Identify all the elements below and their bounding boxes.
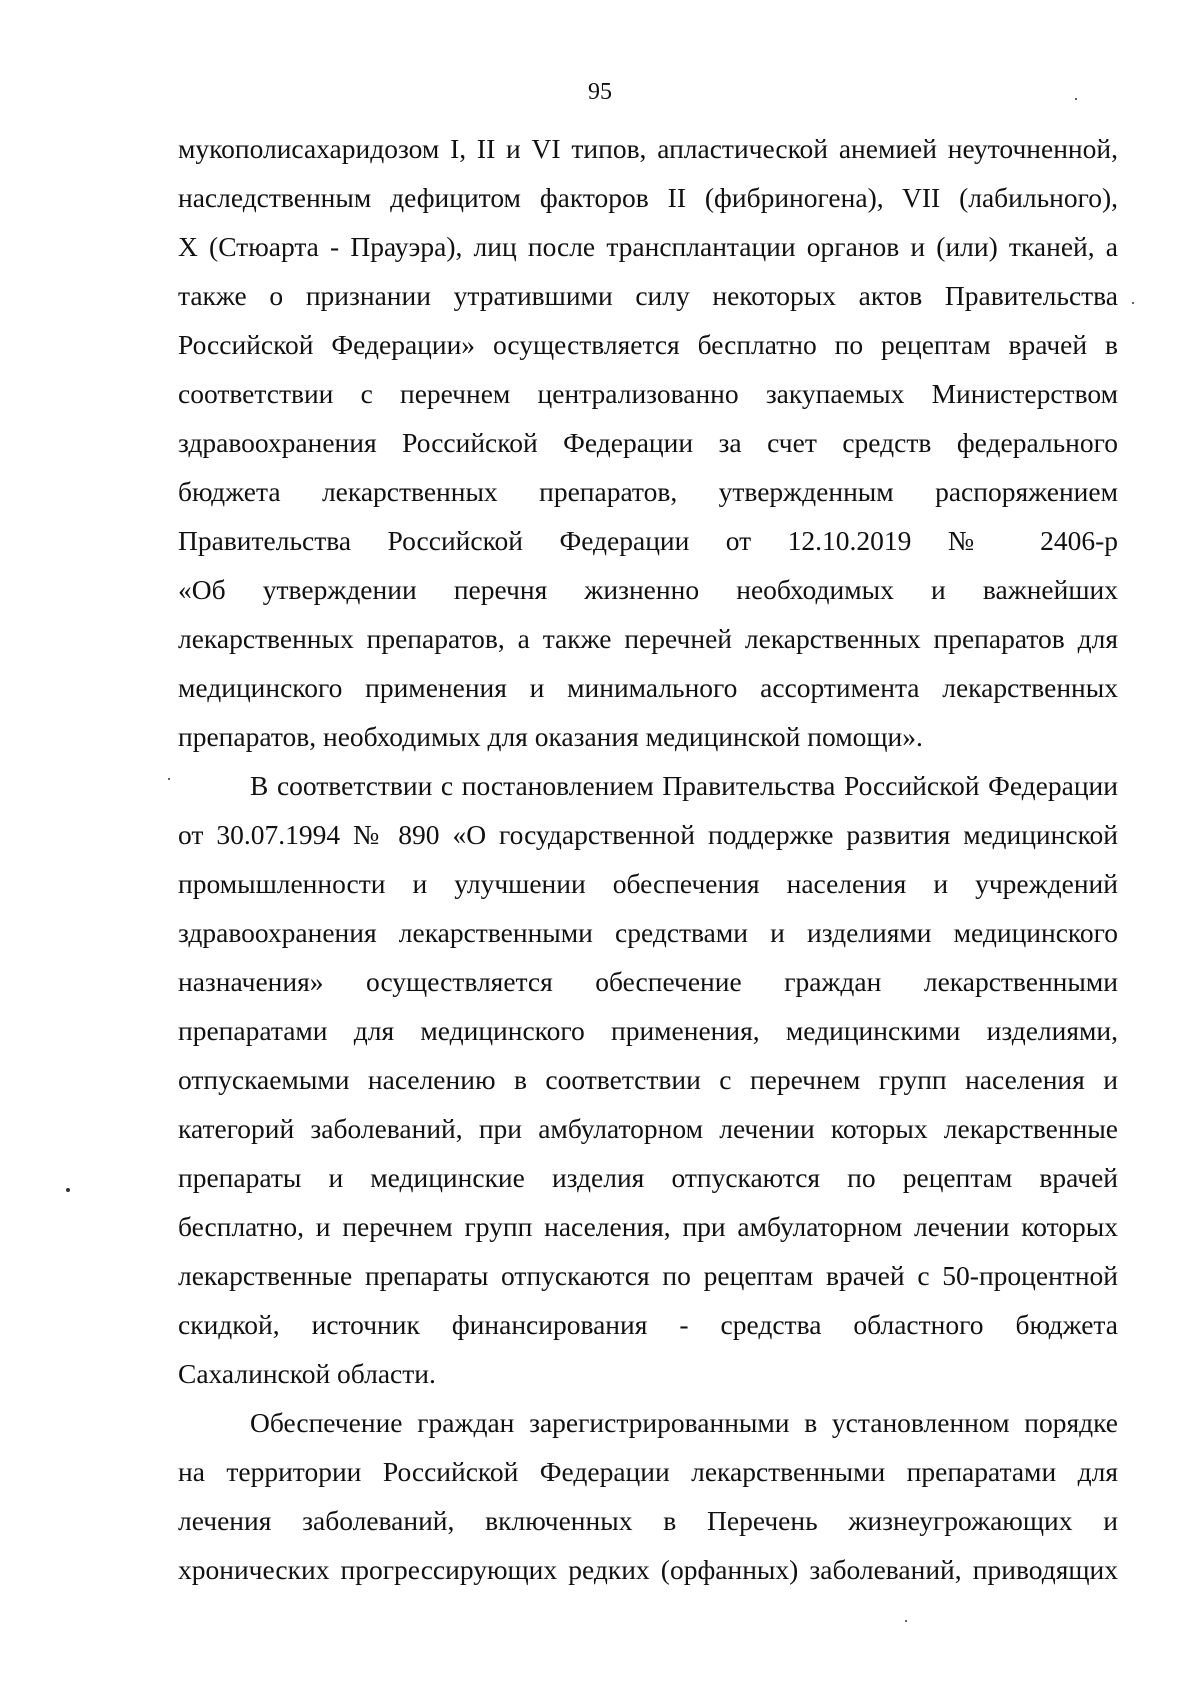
text-line: наследственным дефицитом факторов II (фибриногена), VII (лабильного), bbox=[178, 182, 1118, 213]
text-line: Сахалинской области. bbox=[178, 1358, 436, 1389]
scan-speck bbox=[905, 1620, 907, 1622]
text-line: мукополисахаридозом I, II и VI типов, апластической анемией неуточненной, bbox=[178, 133, 1118, 164]
text-line: бесплатно, и перечнем групп населения, при амбулаторном лечении которых bbox=[178, 1211, 1118, 1242]
text-line: хронических прогрессирующих редких (орфанных) заболеваний, приводящих bbox=[178, 1554, 1118, 1585]
text-line: «Об утверждении перечня жизненно необходимых и важнейших bbox=[178, 574, 1118, 605]
text-line: от 30.07.1994 № 890 «О государственной поддержке развития медицинской bbox=[178, 819, 1118, 850]
text-line: также о признании утратившими силу некоторых актов Правительства bbox=[178, 280, 1118, 311]
text-line: лекарственных препаратов, а также перечней лекарственных препаратов для bbox=[178, 623, 1118, 654]
text-line: Российской Федерации» осуществляется бесплатно по рецептам врачей в bbox=[178, 329, 1118, 360]
text-line: X (Стюарта - Прауэра), лиц после трансплантации органов и (или) тканей, а bbox=[178, 231, 1118, 262]
scan-speck bbox=[1132, 302, 1134, 304]
text-line: В соответствии с постановлением Правительства Российской Федерации bbox=[250, 770, 1118, 801]
text-line: здравоохранения Российской Федерации за счет средств федерального bbox=[178, 427, 1118, 458]
scan-speck bbox=[66, 1188, 70, 1192]
text-line: на территории Российской Федерации лекарственными препаратами для bbox=[178, 1456, 1118, 1487]
text-line: промышленности и улучшении обеспечения населения и учреждений bbox=[178, 868, 1118, 899]
text-line: бюджета лекарственных препаратов, утвержденным распоряжением bbox=[178, 476, 1118, 507]
text-line: препараты и медицинские изделия отпускаются по рецептам врачей bbox=[178, 1162, 1118, 1193]
text-line: препаратами для медицинского применения, медицинскими изделиями, bbox=[178, 1015, 1118, 1046]
text-line: категорий заболеваний, при амбулаторном лечении которых лекарственные bbox=[178, 1113, 1118, 1144]
text-line: здравоохранения лекарственными средствами и изделиями медицинского bbox=[178, 917, 1118, 948]
text-line: Обеспечение граждан зарегистрированными в установленном порядке bbox=[250, 1407, 1118, 1438]
paragraph-1 bbox=[178, 124, 1118, 761]
text-line: лечения заболеваний, включенных в Перечень жизнеугрожающих и bbox=[178, 1505, 1118, 1536]
text-line: медицинского применения и минимального ассортимента лекарственных bbox=[178, 672, 1118, 703]
text-line: препаратов, необходимых для оказания медицинской помощи». bbox=[178, 721, 923, 752]
text-line: соответствии с перечнем централизованно закупаемых Министерством bbox=[178, 378, 1118, 409]
page-number: 95 bbox=[588, 79, 612, 105]
scan-speck bbox=[1075, 98, 1077, 100]
paragraph-2 bbox=[178, 761, 1118, 1398]
text-line: отпускаемыми населению в соответствии с перечнем групп населения и bbox=[178, 1064, 1118, 1095]
scan-speck bbox=[168, 778, 170, 780]
text-line: Правительства Российской Федерации от 12.10.2019 № 2406-р bbox=[178, 525, 1118, 556]
text-line: назначения» осуществляется обеспечение граждан лекарственными bbox=[178, 966, 1118, 997]
document-body bbox=[178, 124, 1118, 1594]
text-line: лекарственные препараты отпускаются по рецептам врачей с 50-процентной bbox=[178, 1260, 1118, 1291]
text-line: скидкой, источник финансирования - средства областного бюджета bbox=[178, 1309, 1118, 1340]
paragraph-3 bbox=[178, 1398, 1118, 1594]
